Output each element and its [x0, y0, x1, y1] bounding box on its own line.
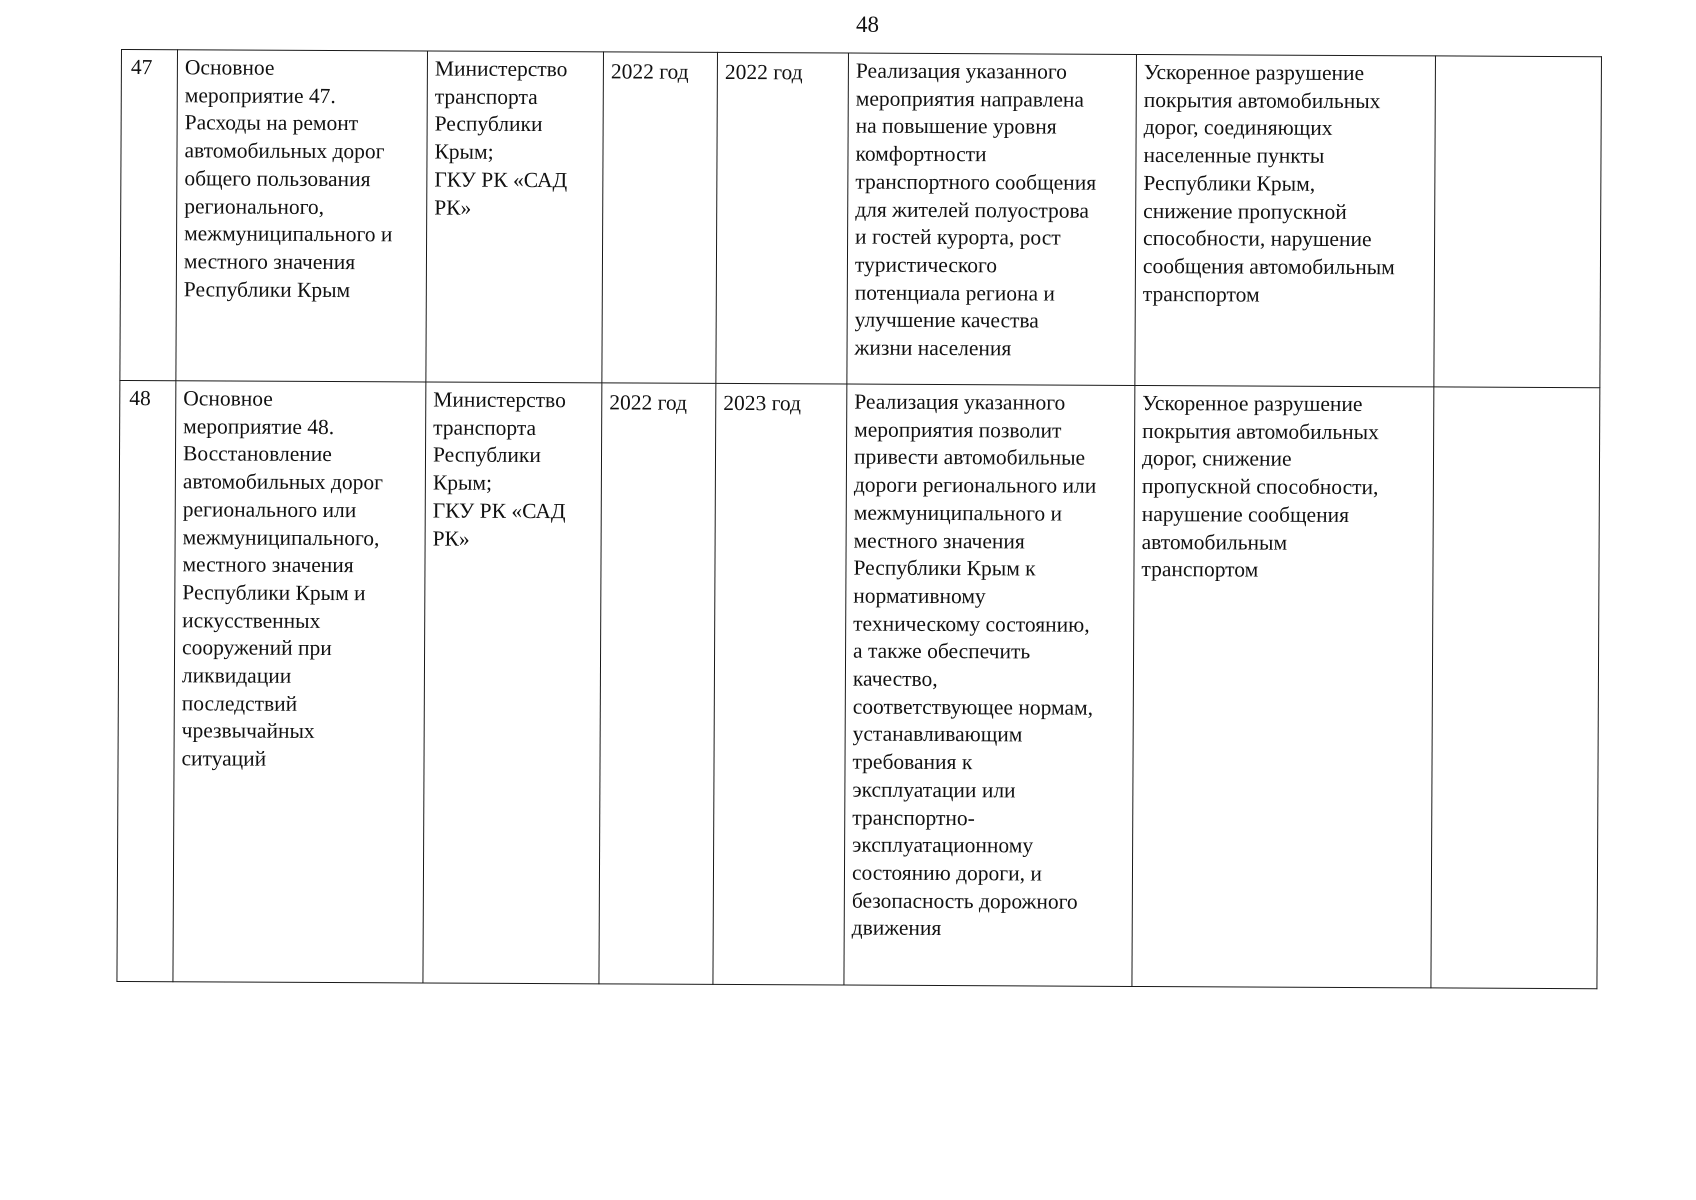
event-name: Основное мероприятие 47. Расходы на ремонт автомобильных дорог общего пользования регионального, межмуниципального и местного значения Республики Крым — [176, 50, 428, 382]
executor: Министерство транспорта Республики Крым; ГКУ РК «САД РК» — [423, 382, 602, 984]
event-name: Основное мероприятие 48. Восстановление автомобильных дорог регионального или межмуниципального, местного значения Республики Крым и искусственных сооружений при ликвидации последствий чрезвычайных ситуаций — [173, 381, 426, 983]
expected-result: Реализация указанного мероприятия позволит привести автомобильные дороги регионального или межмуниципального и местного значения Республики Крым к нормативному техническому состоянию, а также обеспечить качество, соответствующее нормам, устанавливающим требования к эксплуатации или транспортно- эксплуатационному состоянию дороги, и безопасность дорожного движения — [844, 384, 1135, 986]
end-year: 2022 год — [716, 52, 849, 384]
measures-table — [116, 49, 1602, 989]
start-year: 2022 год — [602, 52, 718, 384]
page-number: 48 — [856, 12, 879, 37]
start-year: 2022 год — [599, 383, 716, 985]
expected-result: Реализация указанного мероприятия направлена на повышение уровня комфортности транспортного сообщения для жителей полуострова и гостей курорта, рост туристического потенциала региона и улучшение качества жизни населения — [847, 53, 1137, 385]
non-implementation-consequence: Ускоренное разрушение покрытия автомобильных дорог, снижение пропускной способности, нарушение сообщения автомобильным транспортом — [1132, 385, 1434, 987]
row-number: 48 — [117, 380, 176, 981]
executor: Министерство транспорта Республики Крым; ГКУ РК «САД РК» — [426, 51, 604, 383]
extra-cell — [1431, 387, 1600, 989]
row-number: 47 — [120, 50, 178, 381]
table-row — [117, 380, 1600, 988]
table-row — [120, 50, 1602, 388]
end-year: 2023 год — [713, 383, 847, 985]
non-implementation-consequence: Ускоренное разрушение покрытия автомобильных дорог, соединяющих населенные пункты Республики Крым, снижение пропускной способности, нарушение сообщения автомобильным транспортом — [1135, 54, 1436, 386]
extra-cell — [1434, 56, 1602, 388]
